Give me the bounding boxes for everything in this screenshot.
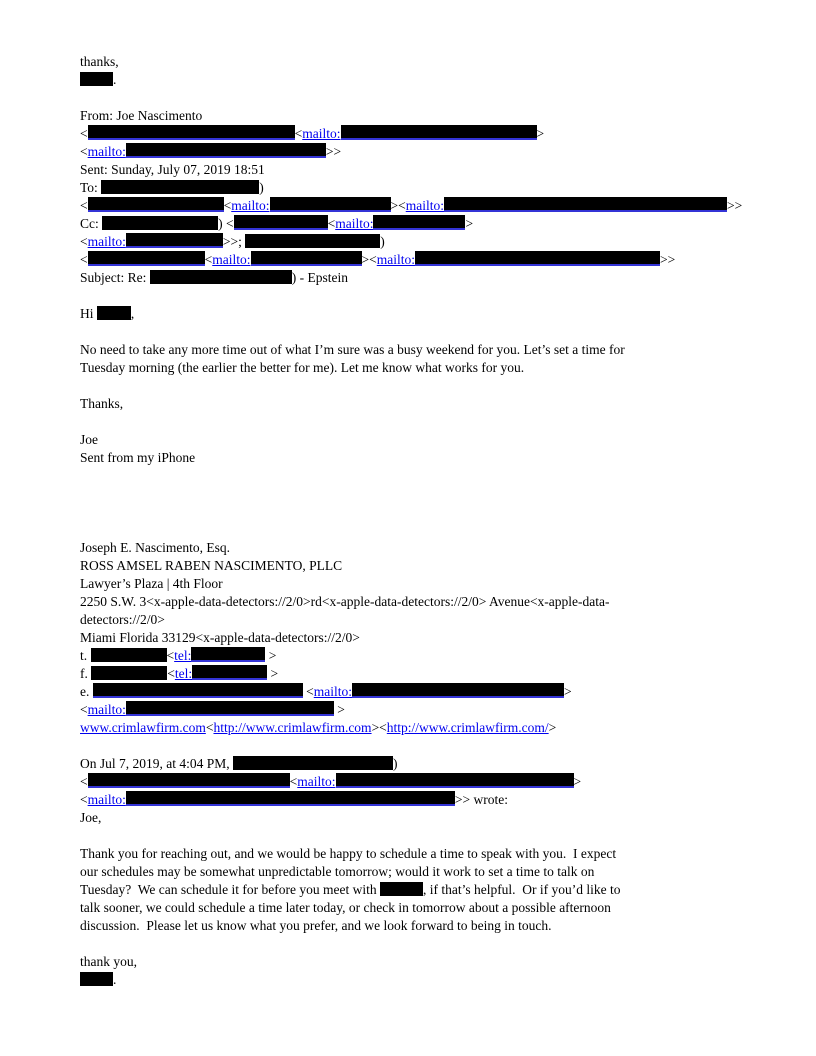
text-line	[80, 881, 816, 899]
text-segment: <	[204, 252, 213, 267]
redaction-bar	[101, 180, 259, 194]
redacted-link-bar	[126, 791, 455, 806]
text-segment: Sent from my iPhone	[80, 450, 196, 465]
text-line	[80, 953, 816, 971]
text-segment: >	[573, 774, 582, 789]
text-segment: >	[564, 684, 572, 699]
tel-link[interactable]: tel:	[174, 648, 192, 663]
text-segment: From: Joe Nascimento	[80, 108, 203, 123]
web-link[interactable]: http://www.crimlawfirm.com	[213, 720, 372, 735]
text-segment: Sent: Sunday, July 07, 2019 18:51	[80, 162, 265, 177]
redacted-link-bar	[126, 701, 334, 716]
text-line	[80, 737, 816, 755]
text-line	[80, 899, 816, 917]
text-line	[80, 89, 816, 107]
text-segment: <	[205, 720, 214, 735]
text-segment: , if that’s helpful. Or if you’d like to	[422, 882, 621, 897]
redacted-link-bar	[336, 773, 574, 788]
mailto-link[interactable]: mailto:	[87, 144, 126, 159]
redacted-link-bar	[341, 125, 537, 140]
text-line	[80, 647, 816, 665]
text-segment: <	[294, 126, 303, 141]
text-segment: <	[327, 216, 336, 231]
redacted-link-bar	[352, 683, 564, 698]
text-line	[80, 611, 816, 629]
redacted-link-bar	[251, 251, 362, 266]
mailto-link[interactable]: mailto:	[87, 234, 126, 249]
text-segment: Tuesday? We can schedule it for before you meet with	[80, 882, 380, 897]
text-segment: f.	[80, 666, 92, 681]
redaction-bar	[91, 666, 167, 680]
text-line	[80, 863, 816, 881]
text-segment: ,	[130, 306, 135, 321]
mailto-link[interactable]: mailto:	[313, 684, 352, 699]
text-segment: ROSS AMSEL RABEN NASCIMENTO, PLLC	[80, 558, 343, 573]
text-line	[80, 593, 816, 611]
text-segment: <	[80, 702, 88, 717]
text-segment: >>	[325, 144, 342, 159]
text-segment: t.	[80, 648, 91, 663]
mailto-link[interactable]: mailto:	[335, 216, 374, 231]
text-line	[80, 251, 816, 269]
text-line	[80, 359, 816, 377]
text-line	[80, 665, 816, 683]
redacted-link-bar	[415, 251, 660, 266]
text-segment: Thank you for reaching out, and we would be happy to schedule a time to speak with you. I expect	[80, 846, 617, 861]
text-segment: detectors://2/0>	[80, 612, 165, 627]
redaction-bar	[102, 216, 218, 230]
text-segment: On Jul 7, 2019, at 4:04 PM,	[80, 756, 234, 771]
text-line	[80, 827, 816, 845]
text-line	[80, 395, 816, 413]
mailto-link[interactable]: mailto:	[231, 198, 270, 213]
text-segment: <	[166, 648, 175, 663]
text-segment: .	[113, 972, 117, 987]
text-segment: Lawyer’s Plaza | 4th Floor	[80, 576, 223, 591]
text-segment: <	[80, 234, 88, 249]
redacted-link-bar	[444, 197, 727, 212]
text-segment: To:	[80, 180, 102, 195]
text-line	[80, 629, 816, 647]
text-line	[80, 215, 816, 233]
text-line	[80, 179, 816, 197]
text-segment: Joe	[80, 432, 98, 447]
text-segment: Miami Florida 33129<x-apple-data-detectors://2/0>	[80, 630, 360, 645]
text-segment: )	[393, 756, 398, 771]
text-segment: <	[80, 126, 88, 141]
text-line	[80, 845, 816, 863]
text-line	[80, 449, 816, 467]
text-line	[80, 71, 816, 89]
text-segment: <	[302, 684, 314, 699]
redacted-link-bar	[191, 647, 265, 662]
text-segment: >	[333, 702, 345, 717]
mailto-link[interactable]: mailto:	[302, 126, 341, 141]
text-line	[80, 467, 816, 485]
web-link[interactable]: http://www.crimlawfirm.com/	[386, 720, 549, 735]
text-line	[80, 323, 816, 341]
mailto-link[interactable]: mailto:	[212, 252, 251, 267]
text-line	[80, 935, 816, 953]
text-line	[80, 233, 816, 251]
text-segment: e.	[80, 684, 93, 699]
text-line	[80, 161, 816, 179]
text-line	[80, 521, 816, 539]
text-segment: Joe,	[80, 810, 102, 825]
text-segment: discussion. Please let us know what you prefer, and we look forward to being in touch.	[80, 918, 552, 933]
text-line	[80, 53, 816, 71]
redacted-link-bar	[373, 215, 465, 230]
text-line	[80, 125, 816, 143]
text-segment: Tuesday morning (the earlier the better for me). Let me know what works for you.	[80, 360, 525, 375]
text-line	[80, 341, 816, 359]
mailto-link[interactable]: mailto:	[87, 702, 126, 717]
email-body	[80, 53, 816, 989]
text-segment: <	[80, 252, 88, 267]
redaction-bar	[245, 234, 380, 248]
text-segment: <	[223, 198, 232, 213]
text-segment: Hi	[80, 306, 97, 321]
text-line	[80, 575, 816, 593]
redacted-link-bar	[192, 665, 267, 680]
text-segment: >	[265, 648, 277, 663]
text-segment: our schedules may be somewhat unpredictable tomorrow; would it work to set a time to talk on	[80, 864, 595, 879]
text-segment: )	[380, 234, 385, 249]
text-segment: <	[80, 144, 88, 159]
text-line	[80, 557, 816, 575]
redacted-link-bar	[88, 197, 224, 212]
mailto-link[interactable]: mailto:	[297, 774, 336, 789]
text-line	[80, 143, 816, 161]
redacted-link-bar	[270, 197, 391, 212]
web-link[interactable]: www.crimlawfirm.com	[80, 720, 206, 735]
tel-link[interactable]: tel:	[174, 666, 193, 681]
text-line	[80, 485, 816, 503]
text-segment: Subject: Re:	[80, 270, 150, 285]
text-line	[80, 701, 816, 719]
text-segment: ><	[390, 198, 406, 213]
text-line	[80, 269, 816, 287]
redaction-bar	[97, 306, 131, 320]
text-segment: 2250 S.W. 3<x-apple-data-detectors://2/0>rd<x-apple-data-detectors://2/0> Avenue<x-apple-data-	[80, 594, 610, 609]
redaction-bar	[80, 972, 113, 986]
mailto-link[interactable]: mailto:	[376, 252, 415, 267]
text-segment: <	[80, 198, 88, 213]
text-line	[80, 377, 816, 395]
text-line	[80, 431, 816, 449]
redacted-link-bar	[88, 251, 205, 266]
text-line	[80, 287, 816, 305]
text-segment: talk sooner, we could schedule a time later today, or check in tomorrow about a possible afternoon	[80, 900, 611, 915]
text-segment: >	[548, 720, 557, 735]
redacted-link-bar	[234, 215, 328, 230]
text-line	[80, 917, 816, 935]
text-line	[80, 791, 816, 809]
text-line	[80, 809, 816, 827]
text-segment: >>	[726, 198, 743, 213]
redacted-link-bar	[88, 773, 290, 788]
text-line	[80, 413, 816, 431]
mailto-link[interactable]: mailto:	[405, 198, 444, 213]
text-line	[80, 755, 816, 773]
redacted-link-bar	[126, 143, 326, 158]
text-segment: ) <	[218, 216, 234, 231]
text-segment: >	[536, 126, 545, 141]
redacted-link-bar	[126, 233, 223, 248]
text-segment: ) - Epstein	[291, 270, 348, 285]
redaction-bar	[380, 882, 423, 896]
redaction-bar	[91, 648, 167, 662]
text-line	[80, 197, 816, 215]
text-line	[80, 683, 816, 701]
text-line	[80, 503, 816, 521]
text-segment: thanks,	[80, 54, 119, 69]
text-segment: .	[113, 72, 117, 87]
text-segment: Thanks,	[80, 396, 124, 411]
text-segment: <	[167, 666, 175, 681]
text-segment: <	[80, 792, 88, 807]
text-segment: >> wrote:	[454, 792, 508, 807]
text-line	[80, 539, 816, 557]
redaction-bar	[150, 270, 292, 284]
text-segment: No need to take any more time out of what I’m sure was a busy weekend for you. Let’s set a time for	[80, 342, 625, 357]
text-segment: >	[267, 666, 279, 681]
text-segment: )	[259, 180, 264, 195]
redaction-bar	[80, 72, 113, 86]
text-segment: ><	[371, 720, 387, 735]
redacted-link-bar	[93, 683, 303, 698]
text-line	[80, 107, 816, 125]
text-segment: ><	[361, 252, 377, 267]
text-segment: >	[465, 216, 474, 231]
text-segment: <	[80, 774, 88, 789]
redacted-link-bar	[88, 125, 295, 140]
text-segment: <	[289, 774, 298, 789]
text-line	[80, 773, 816, 791]
text-segment: thank you,	[80, 954, 137, 969]
text-line	[80, 971, 816, 989]
text-segment: Joseph E. Nascimento, Esq.	[80, 540, 230, 555]
text-line	[80, 305, 816, 323]
mailto-link[interactable]: mailto:	[87, 792, 126, 807]
text-segment: >>;	[222, 234, 246, 249]
text-segment: >>	[659, 252, 676, 267]
text-segment: Cc:	[80, 216, 103, 231]
redaction-bar	[233, 756, 393, 770]
text-line	[80, 719, 816, 737]
